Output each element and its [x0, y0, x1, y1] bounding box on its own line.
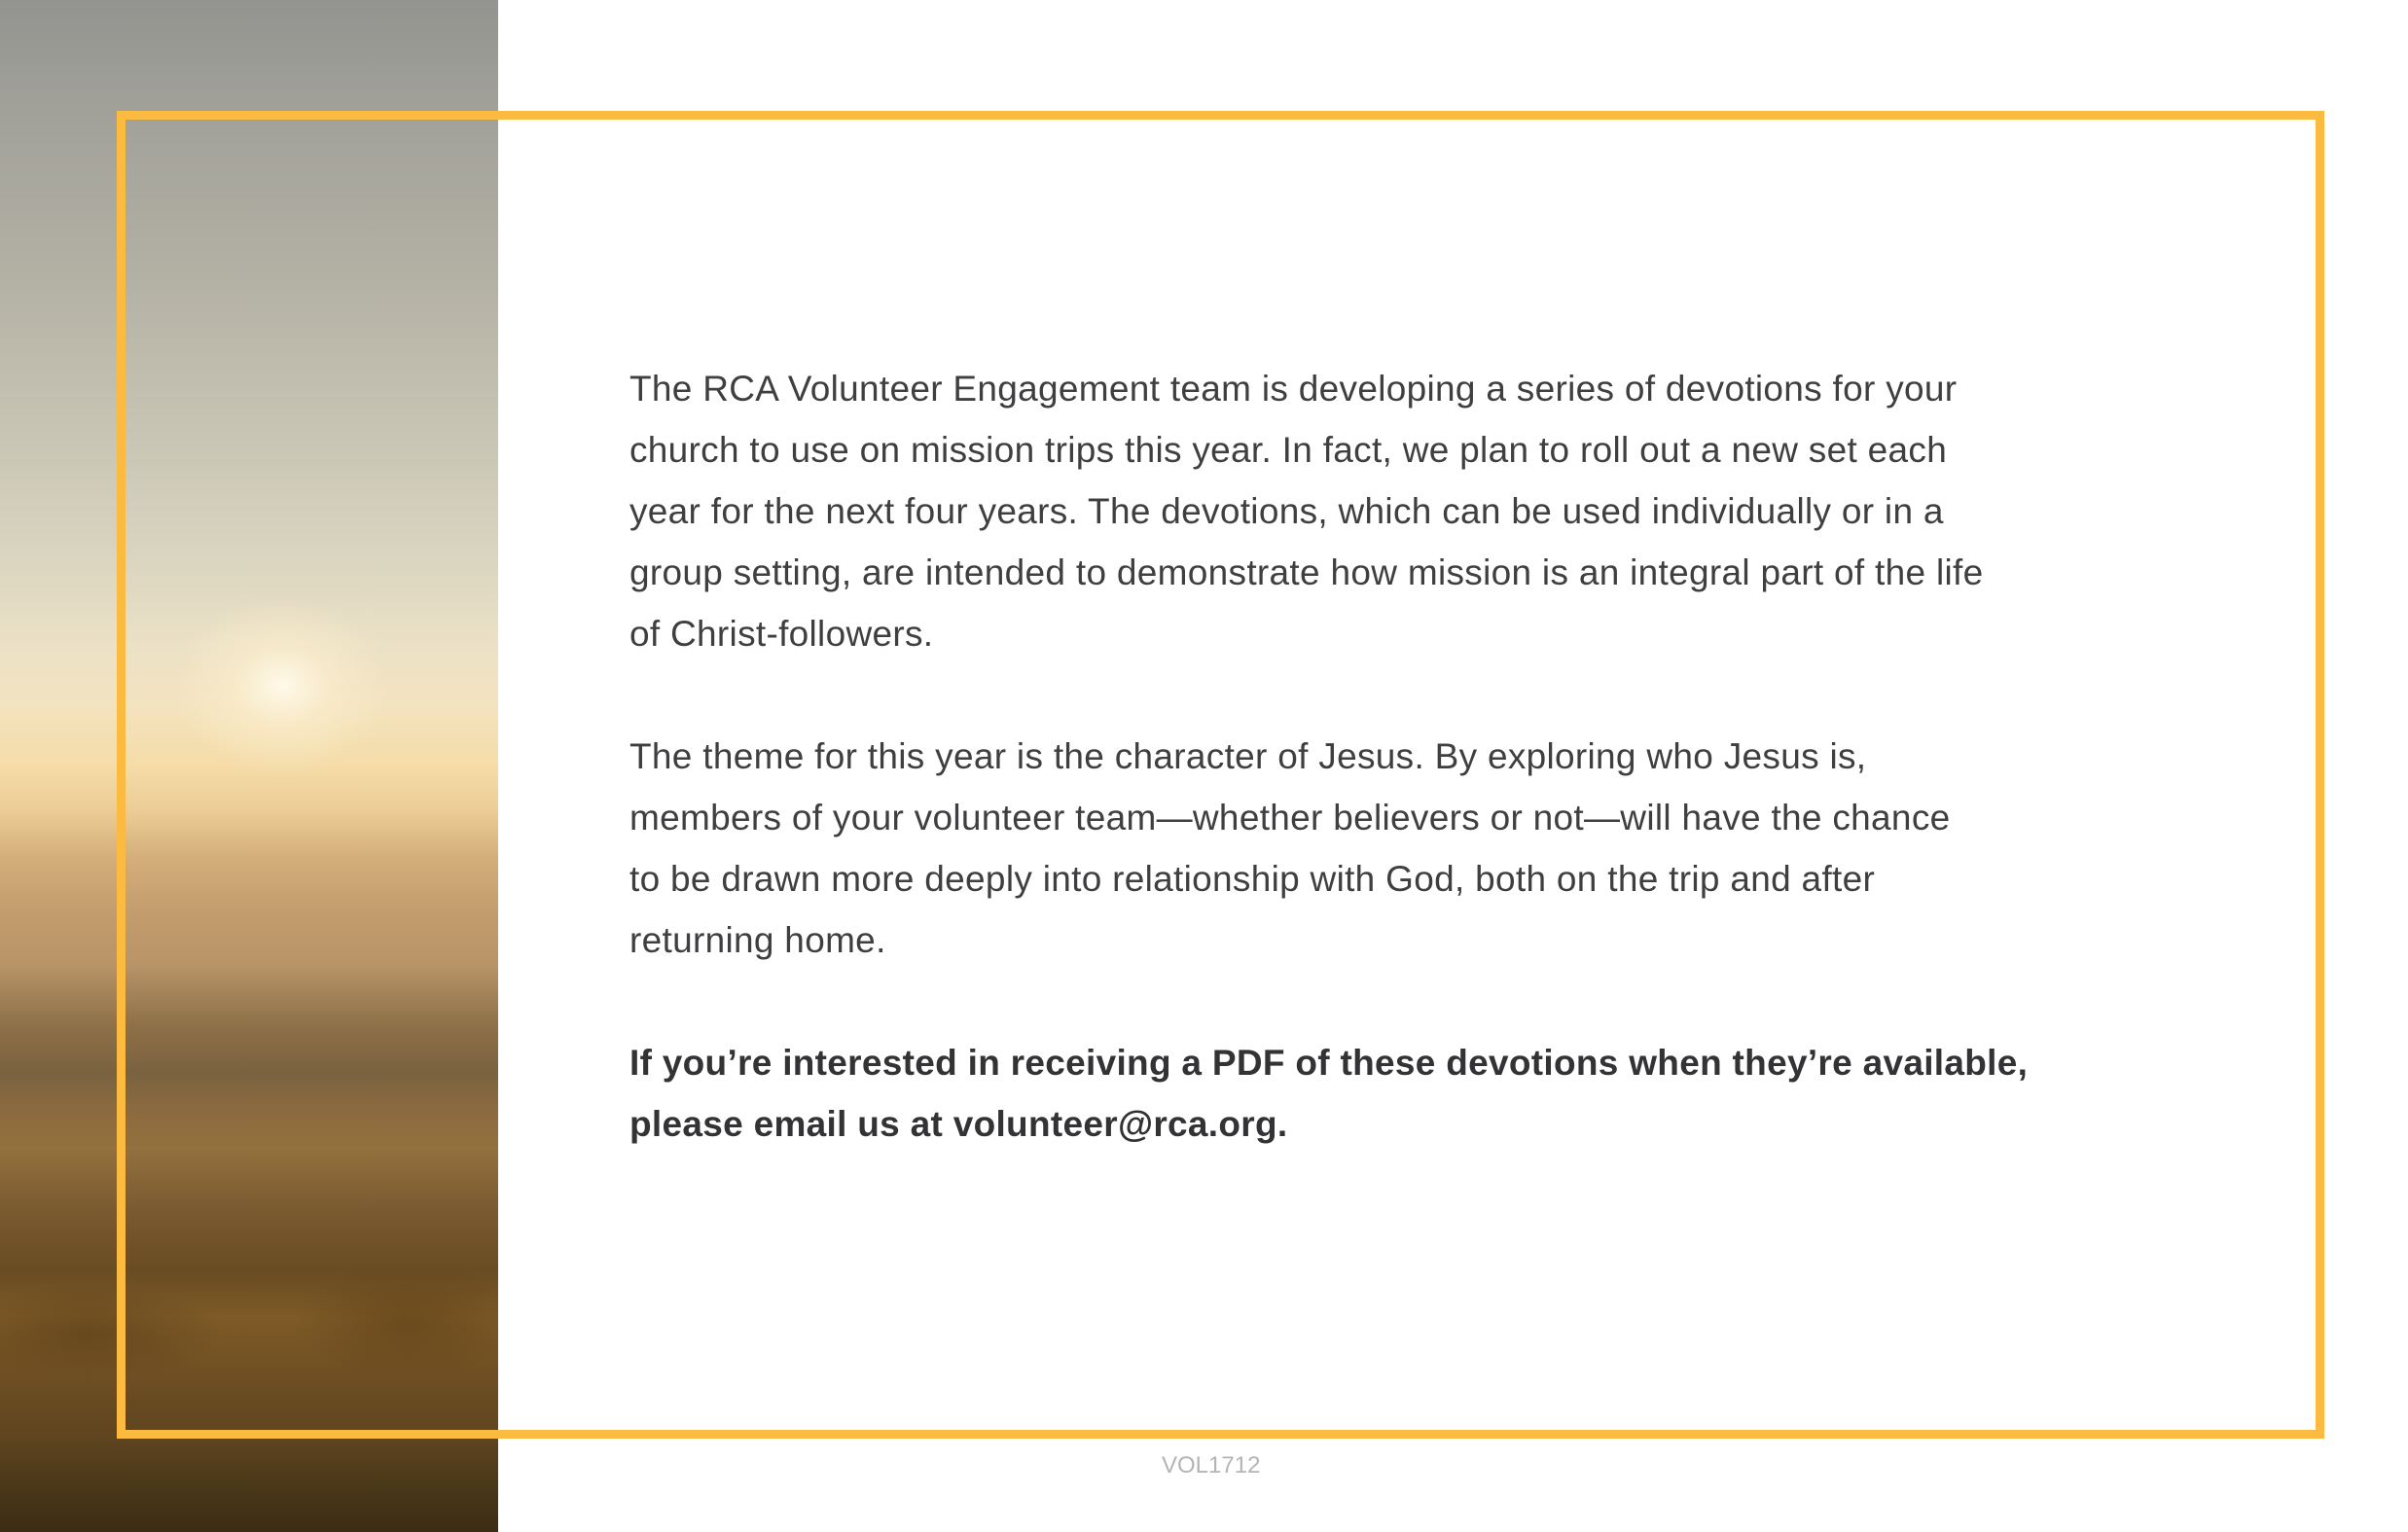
paragraph-intro: The RCA Volunteer Engagement team is developing a series of devotions for your church to use on mission trips this year. In fact, we plan to roll out a new set each year for the next four years. The devotions, which can be used individually or in a group setting, are intended to demonstrate how mission is an integral part of the life of Christ-followers.: [629, 369, 1984, 654]
body-text: [629, 358, 2206, 1155]
document-code: VOL1712: [1162, 1452, 1261, 1479]
paragraph-theme: The theme for this year is the character of Jesus. By exploring who Jesus is, members of your volunteer team—whether believers or not—will have the chance to be drawn more deeply into relationship with God, both on the trip and after returning home.: [629, 736, 1951, 960]
paragraph-call-to-action: If you’re interested in receiving a PDF of these devotions when they’re available, please email us at volunteer@rca.org.: [629, 1043, 2029, 1144]
